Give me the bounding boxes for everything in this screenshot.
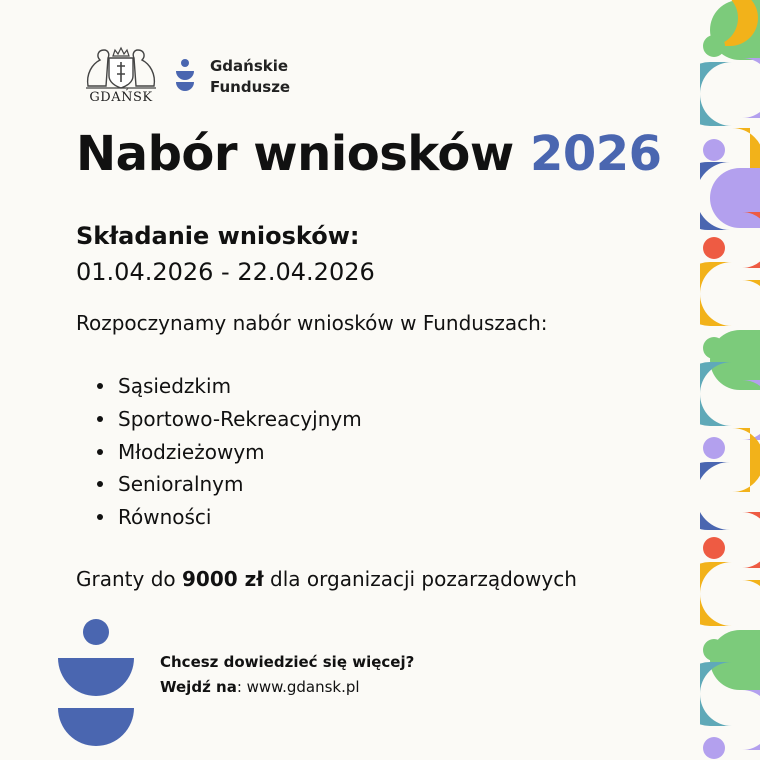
- title-year: 2026: [529, 126, 662, 182]
- fund-name: [210, 56, 290, 98]
- list-item: Sąsiedzkim: [76, 370, 362, 403]
- city-name: GDAŃSK: [89, 90, 153, 105]
- list-item: Równości: [76, 501, 362, 534]
- border-pattern: [700, 0, 760, 760]
- list-item: Senioralnym: [76, 468, 362, 501]
- intro-text: Rozpoczynamy nabór wniosków w Funduszach:: [76, 311, 548, 335]
- page-title: [76, 126, 662, 182]
- fund-name-line2: Fundusze: [210, 78, 291, 96]
- grants-prefix: Granty do: [76, 567, 182, 591]
- grants-suffix: dla organizacji pozarządowych: [263, 567, 577, 591]
- funds-list: [76, 370, 362, 534]
- header-logos: [82, 46, 322, 108]
- grants-amount: 9000 zł: [181, 567, 264, 591]
- submission-dates: 01.04.2026 - 22.04.2026: [76, 258, 375, 286]
- cta-question: Chcesz dowiedzieć się więcej?: [160, 653, 415, 671]
- list-item: Młodzieżowym: [76, 436, 362, 469]
- gdanskie-fundusze-logo-icon: [174, 58, 196, 94]
- fund-logo-mark-icon: [58, 618, 136, 746]
- decorative-border: [700, 0, 760, 760]
- submission-heading: Składanie wniosków:: [76, 222, 360, 250]
- fund-name-line1: Gdańskie: [210, 57, 289, 75]
- call-to-action: [160, 650, 414, 700]
- title-main: Nabór wniosków: [76, 126, 514, 182]
- website-link[interactable]: : www.gdansk.pl: [236, 678, 360, 696]
- list-item: Sportowo-Rekreacyjnym: [76, 403, 362, 436]
- gdansk-crest-logo: [82, 46, 160, 108]
- cta-link-label: Wejdź na: [160, 678, 237, 696]
- gdansk-crest-icon: [82, 46, 160, 90]
- grants-text: [76, 567, 577, 591]
